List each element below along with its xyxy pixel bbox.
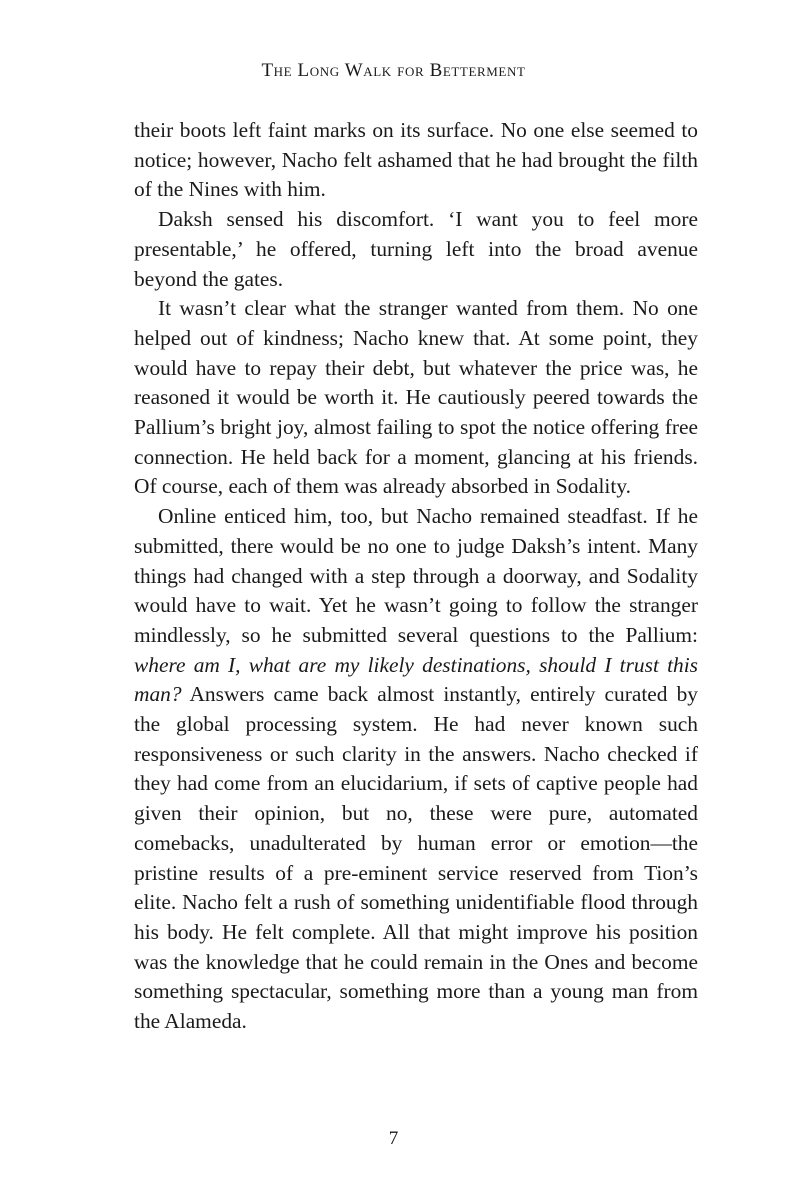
paragraph-4-part-2: Answers came back almost instantly, entirely curated by the global processing system. He had never known such responsiveness or such clarity in the answers. Nacho checked if they had come from an elucidarium, if sets of captive people had given their opinion, but no, these were pure, automated comebacks, unadulterated by human error or emotion—the pristine results of a pre-eminent service reserved from Tion’s elite. Nacho felt a rush of something unidentifiable flood through his body. He felt complete. All that might improve his position was the knowledge that he could remain in the Ones and become something spectacular, something more than a young man from the Alameda. [134,682,698,1034]
paragraph-1: their boots left faint marks on its surface. No one else seemed to notice; however, Nacho felt ashamed that he had brought the filth of the Nines with him. [134,118,698,202]
paragraph-3: It wasn’t clear what the stranger wanted from them. No one helped out of kindness; Nacho knew that. At some point, they would have to repay their debt, but whatever the price was, he reasoned it would be worth it. He cautiously peered towards the Pallium’s bright joy, almost failing to spot the notice offering free connection. He held back for a moment, glancing at his friends. Of course, each of them was already absorbed in Sodality. [134,296,698,499]
paragraph-4-part-1: Online enticed him, too, but Nacho remained steadfast. If he submitted, there would be no one to judge Daksh’s intent. Many things had changed with a step through a doorway, and Sodality would have to wait. Yet he wasn’t going to follow the stranger mindlessly, so he submitted several questions to the Pallium: [134,504,698,647]
paragraph-4-italic-questions: where am I, what are my likely destinations, should I trust this man? [134,652,698,707]
body-text [134,116,698,1037]
paragraph-2: Daksh sensed his discomfort. ‘I want you to feel more presentable,’ he offered, turning left into the broad avenue beyond the gates. [134,207,698,291]
running-head-title: The Long Walk for Betterment [261,60,526,81]
paragraph-4 [134,502,698,1037]
page-number: 7 [388,1128,399,1149]
